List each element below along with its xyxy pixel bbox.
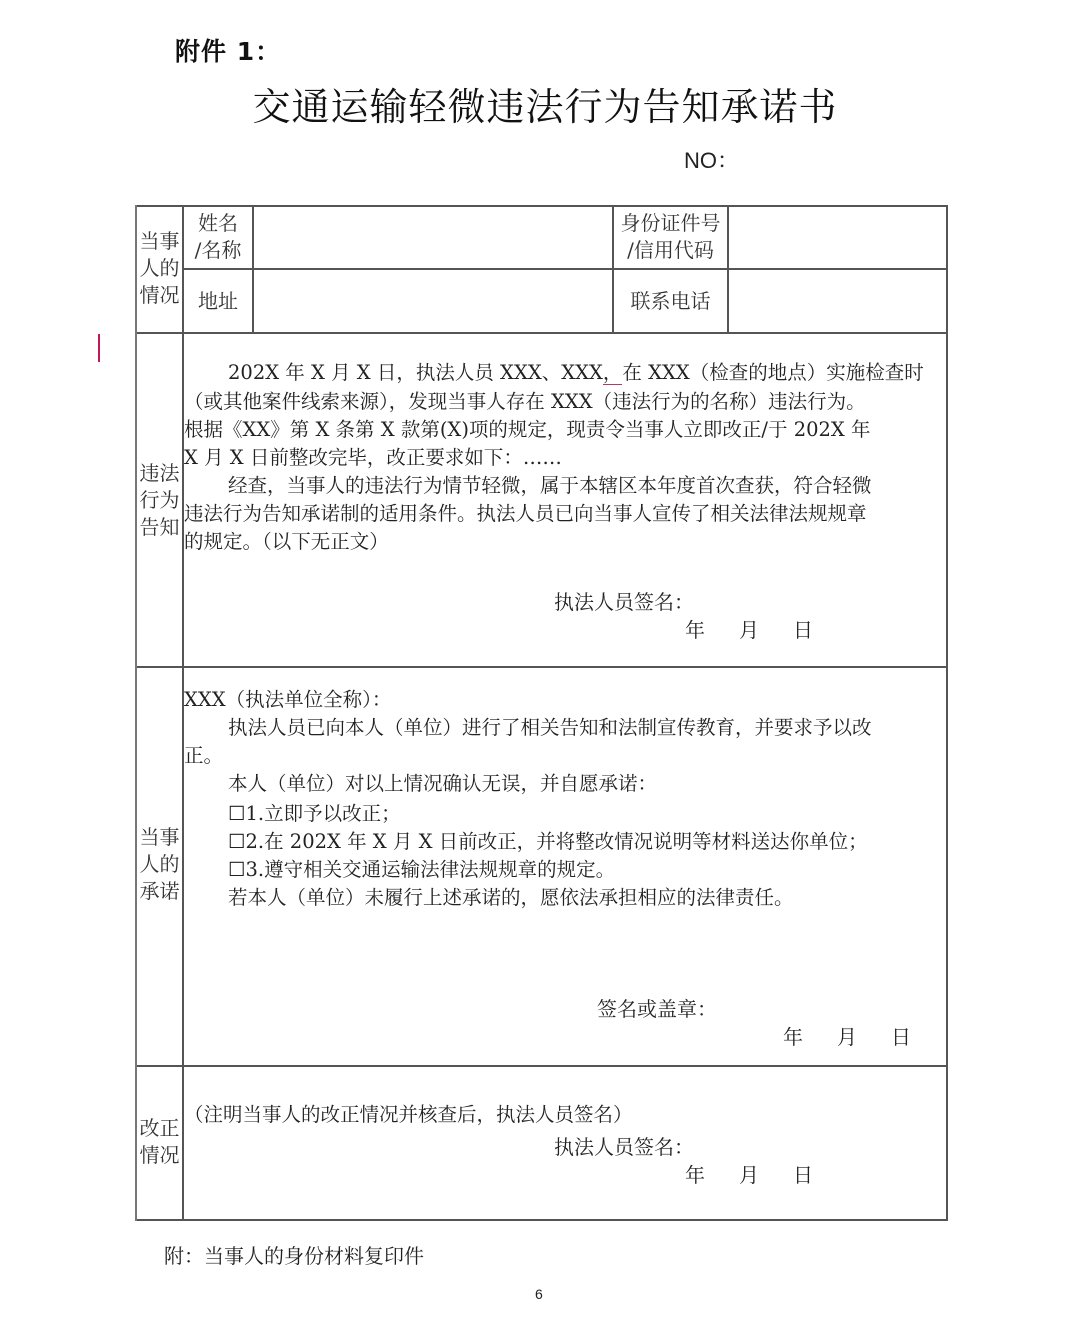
commitment-option[interactable]	[228, 828, 868, 857]
table-row-divider	[136, 666, 947, 668]
name-field[interactable]	[254, 207, 611, 267]
table-border-right	[946, 205, 948, 1221]
notice-line: 违法行为告知承诺制的适用条件。执法人员已向当事人宣传了相关法律法规规章	[184, 502, 867, 525]
document-number-label: NO：	[684, 148, 740, 173]
violation-notice-section-label	[137, 460, 182, 541]
text-cursor-mark	[98, 334, 100, 362]
label-line: 当事	[139, 825, 180, 849]
date-day: 日	[793, 618, 813, 642]
date-day: 日	[891, 1025, 911, 1049]
table-row-divider	[136, 1065, 947, 1067]
notice-line: 经查，当事人的违法行为情节轻微，属于本辖区本年度首次查获，符合轻微	[228, 474, 872, 497]
date-month: 月	[739, 1163, 759, 1187]
notice-line	[228, 359, 924, 388]
option-label: 2.在 202X 年 X 月 X 日前改正，并将整改情况说明等材料送达你单位；	[245, 830, 868, 853]
id-number-label	[614, 210, 727, 264]
address-field[interactable]	[254, 270, 611, 331]
checkbox-icon[interactable]: ☐	[228, 830, 246, 853]
date-year: 年	[685, 1163, 705, 1187]
label-line: /名称	[194, 238, 242, 262]
table-row-divider	[136, 332, 947, 334]
commitment-line: 若本人（单位）未履行上述承诺的，愿依法承担相应的法律责任。	[228, 886, 794, 909]
option-label: 1.立即予以改正；	[245, 802, 401, 825]
label-line: 人的	[139, 256, 180, 280]
checkbox-icon[interactable]: ☐	[228, 858, 246, 881]
commitment-line: 执法人员已向本人（单位）进行了相关告知和法制宣传教育，并要求予以改	[228, 716, 872, 739]
name-label	[184, 210, 252, 264]
table-border-left	[135, 205, 137, 1221]
correction-note: （注明当事人的改正情况并核查后，执法人员签名）	[184, 1103, 633, 1126]
addressee: XXX（执法单位全称）：	[184, 688, 392, 711]
table-border-bottom	[136, 1219, 947, 1221]
document-title: 交通运输轻微违法行为告知承诺书	[252, 85, 838, 129]
option-label: 3.遵守相关交通运输法律法规规章的规定。	[245, 858, 616, 881]
notice-text: 在 XXX（检查的地点）实施检查时	[622, 361, 924, 384]
commitment-line: 本人（单位）对以上情况确认无误，并自愿承诺：	[228, 772, 658, 795]
label-line: 姓名	[198, 211, 238, 235]
comma-mark: ，	[602, 361, 623, 384]
notice-line: X 月 X 日前整改完毕，改正要求如下：……	[184, 446, 562, 469]
officer-signature-label: 执法人员签名：	[554, 1135, 694, 1159]
attachment-label: 附件 1：	[175, 37, 282, 66]
label-line: 人的	[139, 852, 180, 876]
label-line: 承诺	[139, 879, 180, 903]
label-line: 情况	[139, 1143, 180, 1167]
label-line: 身份证件号	[620, 211, 721, 235]
label-line: 行为	[139, 488, 180, 512]
phone-label: 联系电话	[630, 289, 711, 313]
commitment-option[interactable]	[228, 800, 401, 829]
label-line: 改正	[139, 1116, 180, 1140]
date-month: 月	[739, 618, 759, 642]
party-info-section-label	[137, 228, 182, 309]
notice-line: （或其他案件线索来源），发现当事人存在 XXX（违法行为的名称）违法行为。	[184, 390, 866, 413]
commitment-option[interactable]	[228, 856, 615, 885]
page-number: 6	[535, 1286, 543, 1302]
officer-signature-label: 执法人员签名：	[554, 590, 694, 614]
date-month: 月	[837, 1025, 857, 1049]
address-label: 地址	[198, 289, 238, 313]
commitment-line: 正。	[184, 744, 224, 767]
date-year: 年	[783, 1025, 803, 1049]
attachment-note: 附：当事人的身份材料复印件	[164, 1244, 424, 1268]
notice-line: 的规定。（以下无正文）	[184, 530, 389, 553]
label-line: 当事	[139, 229, 180, 253]
notice-line: 根据《XX》第 X 条第 X 款第(X)项的规定，现责令当事人立即改正/于 202X 年	[184, 418, 871, 441]
label-line: 告知	[139, 515, 180, 539]
date-year: 年	[685, 618, 705, 642]
label-line: 情况	[139, 283, 180, 307]
party-signature-label: 签名或盖章：	[597, 997, 717, 1021]
label-line: 违法	[139, 461, 180, 485]
id-number-field[interactable]	[729, 207, 945, 267]
phone-field[interactable]	[729, 270, 945, 331]
date-day: 日	[793, 1163, 813, 1187]
correction-section-label	[137, 1115, 182, 1169]
checkbox-icon[interactable]: ☐	[228, 802, 246, 825]
label-line: /信用代码	[627, 238, 714, 262]
commitment-section-label	[137, 824, 182, 905]
notice-text: 202X 年 X 月 X 日，执法人员 XXX、XXX	[228, 361, 603, 384]
